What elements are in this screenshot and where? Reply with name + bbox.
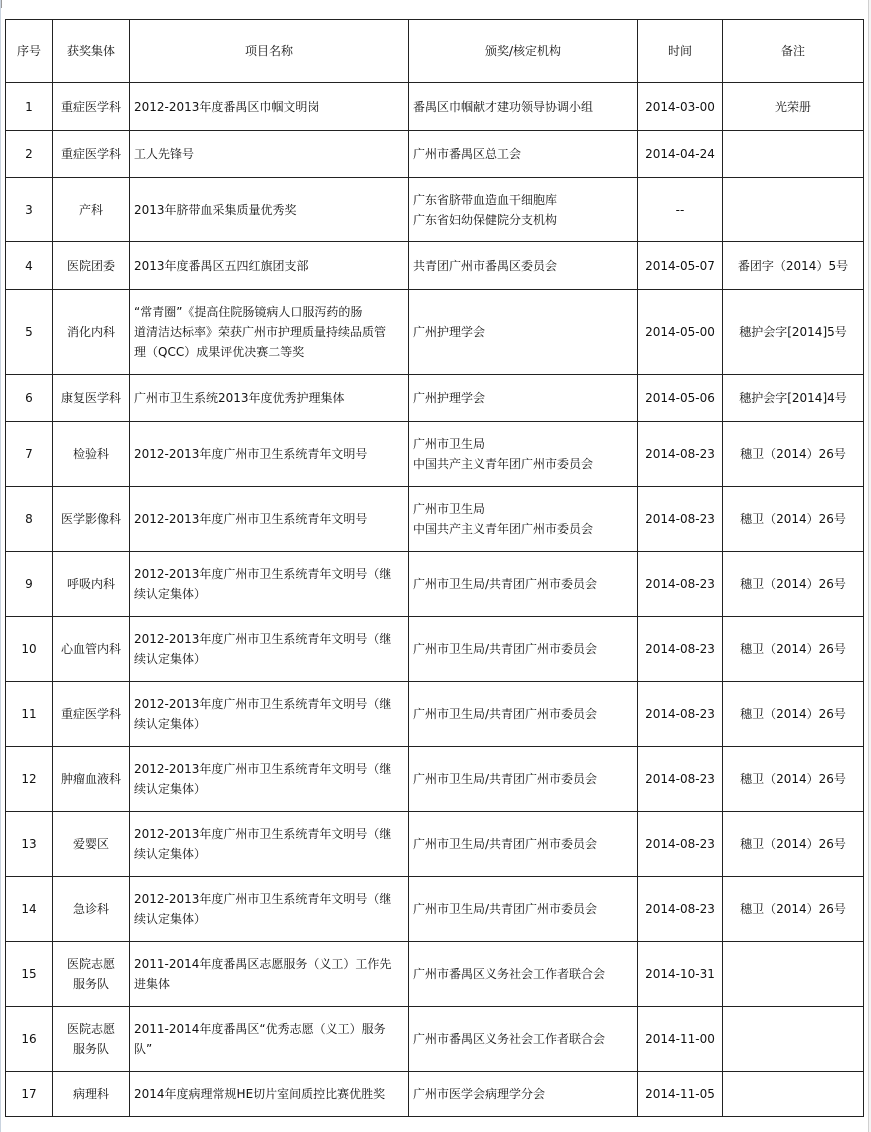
issuing-org-cell — [409, 290, 638, 375]
remark-cell — [723, 942, 864, 1007]
project-name-cell-line: 2012-2013年度广州市卫生系统青年文明号（继 — [134, 697, 392, 711]
project-name-cell-line: 2014年度病理常规HE切片室间质控比赛优胜奖 — [134, 1087, 386, 1101]
issuing-org-cell — [409, 1007, 638, 1072]
award-time-cell: 2014-08-23 — [638, 487, 723, 552]
award-group-cell-line: 重症医学科 — [60, 99, 121, 114]
remark-cell: 穗卫（2014）26号 — [723, 747, 864, 812]
award-group-cell — [53, 290, 130, 375]
issuing-org-cell-line: 广州市卫生局/共青团广州市委员会 — [413, 707, 598, 721]
issuing-org-cell — [409, 877, 638, 942]
project-name-cell-line: 2012-2013年度广州市卫生系统青年文明号 — [134, 447, 368, 461]
award-group-cell — [53, 942, 130, 1007]
row-number-cell: 13 — [6, 812, 53, 877]
remark-cell: 番团字（2014）5号 — [723, 242, 864, 290]
remark-cell — [723, 1007, 864, 1072]
project-name-cell-line: 道清洁达标率》荣获广州市护理质量持续品质管 — [134, 325, 387, 339]
project-name-cell-line: 2012-2013年度广州市卫生系统青年文明号（继 — [134, 762, 392, 776]
issuing-org-cell-line: 广州市番禺区义务社会工作者联合会 — [413, 1032, 606, 1046]
table-row — [6, 1072, 864, 1117]
header-org: 颁奖/核定机构 — [409, 20, 638, 83]
table-row — [6, 422, 864, 487]
issuing-org-cell-line: 广州市卫生局/共青团广州市委员会 — [413, 642, 598, 656]
award-group-cell-line: 医院团委 — [66, 258, 115, 273]
table-row — [6, 682, 864, 747]
issuing-org-cell — [409, 812, 638, 877]
remark-cell: 穗卫（2014）26号 — [723, 552, 864, 617]
award-time-cell: 2014-10-31 — [638, 942, 723, 1007]
award-group-cell-line: 医院志愿 — [66, 1022, 115, 1036]
issuing-org-cell-line: 中国共产主义青年团广州市委员会 — [413, 522, 594, 536]
project-name-cell-line: “常青圈”《提高住院肠镜病人口服泻药的肠 — [134, 305, 363, 319]
project-name-cell-line: 2012-2013年度番禺区巾帼文明岗 — [134, 99, 320, 114]
project-name-cell — [130, 747, 409, 812]
header-row — [6, 20, 864, 83]
issuing-org-cell-line: 广州市番禺区义务社会工作者联合会 — [413, 967, 606, 981]
table-row — [6, 1007, 864, 1072]
project-name-cell-line: 进集体 — [134, 977, 171, 991]
award-time-cell: 2014-11-05 — [638, 1072, 723, 1117]
project-name-cell-line: 理（QCC）成果评优决赛二等奖 — [134, 345, 305, 359]
row-number-cell: 6 — [6, 375, 53, 422]
project-name-cell-line: 2012-2013年度广州市卫生系统青年文明号（继 — [134, 827, 392, 841]
row-number-cell: 15 — [6, 942, 53, 1007]
award-time-cell: 2014-05-06 — [638, 375, 723, 422]
project-name-cell-line: 2012-2013年度广州市卫生系统青年文明号（继 — [134, 567, 392, 581]
award-group-cell — [53, 487, 130, 552]
left-border — [0, 0, 1, 1132]
project-name-cell — [130, 487, 409, 552]
remark-cell: 穗卫（2014）26号 — [723, 877, 864, 942]
row-number-cell: 1 — [6, 83, 53, 131]
award-group-cell — [53, 178, 130, 242]
issuing-org-cell-line: 共青团广州市番禺区委员会 — [413, 258, 558, 273]
award-group-cell — [53, 242, 130, 290]
header-time: 时间 — [638, 20, 723, 83]
award-time-cell: 2014-04-24 — [638, 131, 723, 178]
project-name-cell-line: 2012-2013年度广州市卫生系统青年文明号（继 — [134, 632, 392, 646]
project-name-cell — [130, 178, 409, 242]
award-time-cell: 2014-05-07 — [638, 242, 723, 290]
award-group-cell — [53, 1007, 130, 1072]
award-group-cell — [53, 552, 130, 617]
issuing-org-cell-line: 广州市卫生局/共青团广州市委员会 — [413, 772, 598, 786]
remark-cell: 穗卫（2014）26号 — [723, 617, 864, 682]
issuing-org-cell-line: 番禺区巾帼献才建功领导协调小组 — [413, 99, 594, 114]
project-name-cell — [130, 617, 409, 682]
issuing-org-cell-line: 中国共产主义青年团广州市委员会 — [413, 457, 594, 471]
header-group: 获奖集体 — [53, 20, 130, 83]
award-group-cell-line: 肿瘤血液科 — [60, 772, 121, 786]
award-group-cell — [53, 1072, 130, 1117]
remark-cell — [723, 1072, 864, 1117]
row-number-cell: 17 — [6, 1072, 53, 1117]
project-name-cell-line: 2012-2013年度广州市卫生系统青年文明号（继 — [134, 892, 392, 906]
issuing-org-cell — [409, 747, 638, 812]
award-group-cell — [53, 747, 130, 812]
issuing-org-cell — [409, 552, 638, 617]
remark-cell: 穗卫（2014）26号 — [723, 487, 864, 552]
issuing-org-cell-line: 广州市医学会病理学分会 — [413, 1087, 546, 1101]
corner-mark — [1, 0, 6, 8]
project-name-cell-line: 2012-2013年度广州市卫生系统青年文明号 — [134, 512, 368, 526]
award-time-cell: 2014-08-23 — [638, 682, 723, 747]
project-name-cell-line: 续认定集体） — [134, 717, 207, 731]
issuing-org-cell-line: 广州市卫生局/共青团广州市委员会 — [413, 837, 598, 851]
issuing-org-cell-line: 广东省妇幼保健院分支机构 — [413, 212, 558, 227]
award-group-cell — [53, 812, 130, 877]
project-name-cell-line: 续认定集体） — [134, 912, 207, 926]
table-row — [6, 552, 864, 617]
issuing-org-cell-line: 广州市卫生局 — [413, 437, 486, 451]
award-group-cell — [53, 422, 130, 487]
project-name-cell-line: 续认定集体） — [134, 847, 207, 861]
issuing-org-cell — [409, 617, 638, 682]
issuing-org-cell — [409, 375, 638, 422]
remark-cell: 穗卫（2014）26号 — [723, 422, 864, 487]
award-group-cell — [53, 83, 130, 131]
award-time-cell: 2014-08-23 — [638, 617, 723, 682]
award-group-cell-line: 服务队 — [72, 1042, 109, 1056]
project-name-cell-line: 广州市卫生系统2013年度优秀护理集体 — [134, 391, 345, 405]
table-row — [6, 617, 864, 682]
project-name-cell — [130, 552, 409, 617]
project-name-cell-line: 工人先锋号 — [134, 147, 195, 161]
award-group-cell-line: 病理科 — [72, 1087, 109, 1101]
remark-cell: 穗护会字[2014]4号 — [723, 375, 864, 422]
row-number-cell: 4 — [6, 242, 53, 290]
issuing-org-cell — [409, 83, 638, 131]
award-group-cell-line: 医院志愿 — [66, 957, 115, 971]
header-note: 备注 — [723, 20, 864, 83]
award-time-cell: 2014-08-23 — [638, 552, 723, 617]
issuing-org-cell — [409, 422, 638, 487]
award-group-cell-line: 服务队 — [72, 977, 109, 991]
project-name-cell — [130, 877, 409, 942]
award-time-cell: 2014-08-23 — [638, 422, 723, 487]
award-time-cell: 2014-08-23 — [638, 812, 723, 877]
issuing-org-cell — [409, 1072, 638, 1117]
project-name-cell-line: 续认定集体） — [134, 782, 207, 796]
table-row — [6, 877, 864, 942]
row-number-cell: 8 — [6, 487, 53, 552]
project-name-cell-line: 2011-2014年度番禺区“优秀志愿（义工）服务 — [134, 1022, 386, 1036]
award-group-cell-line: 呼吸内科 — [66, 577, 115, 591]
remark-cell — [723, 131, 864, 178]
row-number-cell: 5 — [6, 290, 53, 375]
project-name-cell-line: 续认定集体） — [134, 587, 207, 601]
issuing-org-cell-line: 广州市卫生局/共青团广州市委员会 — [413, 902, 598, 916]
issuing-org-cell-line: 广东省脐带血造血干细胞库 — [413, 192, 558, 207]
project-name-cell — [130, 942, 409, 1007]
remark-cell: 穗卫（2014）26号 — [723, 812, 864, 877]
table-row — [6, 290, 864, 375]
project-name-cell — [130, 422, 409, 487]
award-group-cell-line: 心血管内科 — [60, 642, 121, 656]
table-row — [6, 375, 864, 422]
issuing-org-cell-line: 广州护理学会 — [413, 391, 486, 405]
award-group-cell — [53, 877, 130, 942]
table-row — [6, 812, 864, 877]
remark-cell: 穗卫（2014）26号 — [723, 682, 864, 747]
award-group-cell-line: 急诊科 — [72, 902, 109, 916]
row-number-cell: 14 — [6, 877, 53, 942]
award-group-cell — [53, 617, 130, 682]
project-name-cell — [130, 1072, 409, 1117]
table-row — [6, 131, 864, 178]
row-number-cell: 16 — [6, 1007, 53, 1072]
remark-cell — [723, 178, 864, 242]
row-number-cell: 12 — [6, 747, 53, 812]
project-name-cell — [130, 812, 409, 877]
remark-cell: 光荣册 — [723, 83, 864, 131]
issuing-org-cell — [409, 242, 638, 290]
award-group-cell — [53, 131, 130, 178]
project-name-cell — [130, 83, 409, 131]
row-number-cell: 3 — [6, 178, 53, 242]
table-row — [6, 83, 864, 131]
award-group-cell-line: 医学影像科 — [60, 512, 121, 526]
award-group-cell-line: 康复医学科 — [60, 391, 121, 405]
table-row — [6, 747, 864, 812]
row-number-cell: 2 — [6, 131, 53, 178]
project-name-cell — [130, 290, 409, 375]
award-group-cell-line: 检验科 — [72, 447, 109, 461]
header-project: 项目名称 — [130, 20, 409, 83]
award-time-cell: 2014-08-23 — [638, 877, 723, 942]
award-group-cell — [53, 375, 130, 422]
award-time-cell: -- — [638, 178, 723, 242]
award-time-cell: 2014-11-00 — [638, 1007, 723, 1072]
project-name-cell — [130, 1007, 409, 1072]
project-name-cell — [130, 242, 409, 290]
project-name-cell-line: 续认定集体） — [134, 652, 207, 666]
remark-cell: 穗护会字[2014]5号 — [723, 290, 864, 375]
award-group-cell-line: 消化内科 — [66, 325, 115, 339]
award-time-cell: 2014-05-00 — [638, 290, 723, 375]
project-name-cell-line: 队” — [134, 1042, 153, 1056]
issuing-org-cell — [409, 178, 638, 242]
row-number-cell: 9 — [6, 552, 53, 617]
project-name-cell — [130, 131, 409, 178]
award-group-cell-line: 产科 — [78, 202, 103, 217]
table-row — [6, 178, 864, 242]
issuing-org-cell-line: 广州护理学会 — [413, 325, 486, 339]
header-no: 序号 — [6, 20, 53, 83]
awards-table — [5, 19, 864, 1117]
issuing-org-cell-line: 广州市卫生局/共青团广州市委员会 — [413, 577, 598, 591]
project-name-cell-line: 2011-2014年度番禺区志愿服务（义工）工作先 — [134, 957, 392, 971]
issuing-org-cell — [409, 942, 638, 1007]
table-row — [6, 487, 864, 552]
award-time-cell: 2014-03-00 — [638, 83, 723, 131]
row-number-cell: 10 — [6, 617, 53, 682]
issuing-org-cell-line: 广州市卫生局 — [413, 502, 486, 516]
issuing-org-cell — [409, 131, 638, 178]
row-number-cell: 11 — [6, 682, 53, 747]
issuing-org-cell — [409, 682, 638, 747]
project-name-cell — [130, 682, 409, 747]
award-group-cell-line: 爱婴区 — [72, 837, 109, 851]
award-group-cell-line: 重症医学科 — [60, 707, 121, 721]
award-group-cell-line: 重症医学科 — [60, 147, 121, 161]
row-number-cell: 7 — [6, 422, 53, 487]
project-name-cell — [130, 375, 409, 422]
issuing-org-cell — [409, 487, 638, 552]
project-name-cell-line: 2013年脐带血采集质量优秀奖 — [134, 202, 297, 217]
award-group-cell — [53, 682, 130, 747]
award-time-cell: 2014-08-23 — [638, 747, 723, 812]
table-row — [6, 942, 864, 1007]
issuing-org-cell-line: 广州市番禺区总工会 — [413, 147, 522, 161]
project-name-cell-line: 2013年度番禺区五四红旗团支部 — [134, 258, 309, 273]
table-row — [6, 242, 864, 290]
